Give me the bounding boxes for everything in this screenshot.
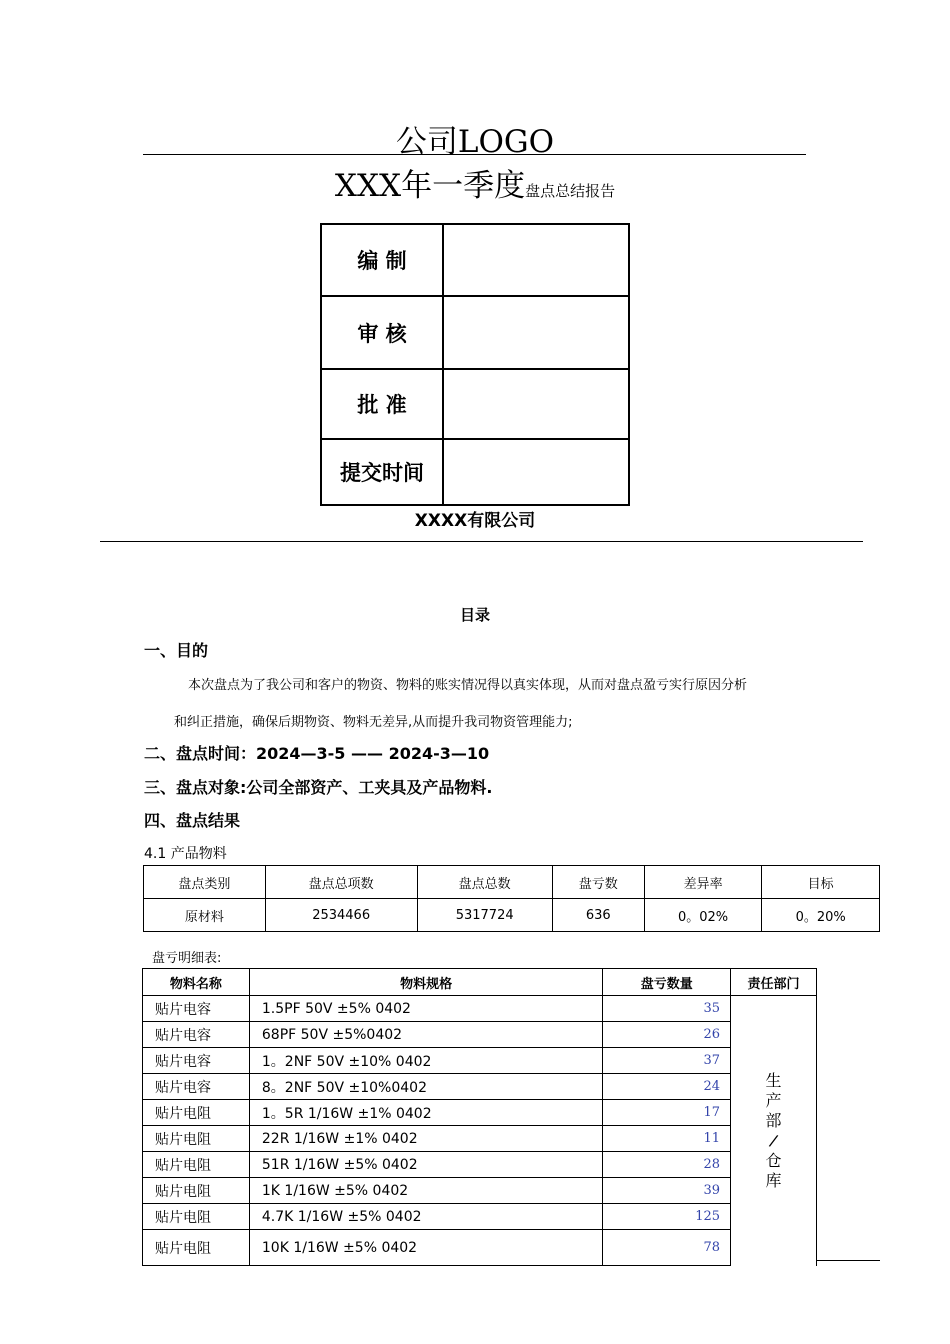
report-title-sub: 盘点总结报告 xyxy=(525,182,616,200)
material-name: 贴片电阻 xyxy=(143,1204,250,1230)
material-spec: 1.5PF 50V ±5% 0402 xyxy=(249,996,602,1022)
department-char: 部 xyxy=(765,1110,782,1130)
detail-row xyxy=(143,1048,817,1074)
detail-row xyxy=(143,1152,817,1178)
loss-detail-table xyxy=(142,968,817,1266)
summary-cell: 636 xyxy=(552,899,644,932)
detail-header-cell: 责任部门 xyxy=(731,969,817,996)
summary-data-row xyxy=(144,899,880,932)
department-char: / xyxy=(767,1130,780,1151)
summary-cell: 0。20% xyxy=(762,899,880,932)
approval-label: 编 制 xyxy=(321,224,443,296)
summary-header-cell: 盘亏数 xyxy=(552,866,644,899)
department-char: 生 xyxy=(765,1070,782,1090)
summary-cell: 原材料 xyxy=(144,899,266,932)
summary-header-cell: 差异率 xyxy=(644,866,762,899)
detail-row xyxy=(143,1126,817,1152)
material-name: 贴片电容 xyxy=(143,1048,250,1074)
material-spec: 22R 1/16W ±1% 0402 xyxy=(249,1126,602,1152)
company-logo-text: 公司LOGO xyxy=(395,124,555,160)
detail-row xyxy=(143,1230,817,1266)
material-name: 贴片电阻 xyxy=(143,1126,250,1152)
material-name: 贴片电阻 xyxy=(143,1152,250,1178)
summary-header-cell: 盘点类别 xyxy=(144,866,266,899)
cover-divider xyxy=(100,541,863,542)
detail-header-cell: 盘亏数量 xyxy=(603,969,731,996)
report-title xyxy=(0,160,950,205)
summary-cell: 0。02% xyxy=(644,899,762,932)
department-char: 库 xyxy=(765,1170,782,1190)
responsible-department-text xyxy=(731,1071,816,1191)
detail-header-cell: 物料规格 xyxy=(249,969,602,996)
material-spec: 1K 1/16W ±5% 0402 xyxy=(249,1178,602,1204)
summary-header-cell: 目标 xyxy=(762,866,880,899)
section-result-title: 四、盘点结果 xyxy=(144,811,241,830)
detail-table-caption: 盘亏明细表: xyxy=(152,951,222,966)
section-purpose-title: 一、目的 xyxy=(144,641,209,660)
material-name: 贴片电阻 xyxy=(143,1230,250,1266)
loss-quantity: 11 xyxy=(603,1126,731,1152)
company-name: XXXX有限公司 xyxy=(414,511,536,531)
approval-value xyxy=(443,296,629,369)
responsible-department xyxy=(731,996,817,1266)
approval-label: 提交时间 xyxy=(321,439,443,505)
approval-value xyxy=(443,369,629,439)
approval-label: 批 准 xyxy=(321,369,443,439)
purpose-paragraph-line1: 本次盘点为了我公司和客户的物资、物料的账实情况得以真实体现，从而对盘点盈亏实行原因分析 xyxy=(188,678,748,693)
summary-header-cell: 盘点总项数 xyxy=(265,866,417,899)
detail-header-cell: 物料名称 xyxy=(143,969,250,996)
loss-quantity: 35 xyxy=(603,996,731,1022)
report-title-main: XXX年一季度 xyxy=(334,168,526,204)
loss-quantity: 26 xyxy=(603,1022,731,1048)
material-spec: 8。2NF 50V ±10%0402 xyxy=(249,1074,602,1100)
material-name: 贴片电容 xyxy=(143,1074,250,1100)
detail-row xyxy=(143,1178,817,1204)
detail-row xyxy=(143,1204,817,1230)
section-time-title: 二、盘点时间：2024—3-5 —— 2024-3—10 xyxy=(144,744,490,763)
purpose-paragraph-line2: 和纠正措施，确保后期物资、物料无差异,从而提升我司物资管理能力; xyxy=(174,715,573,730)
summary-header-row xyxy=(144,866,880,899)
detail-row xyxy=(143,1022,817,1048)
material-spec: 1。5R 1/16W ±1% 0402 xyxy=(249,1100,602,1126)
material-name: 贴片电阻 xyxy=(143,1178,250,1204)
material-name: 贴片电容 xyxy=(143,1022,250,1048)
approval-table xyxy=(320,223,630,506)
summary-header-cell: 盘点总数 xyxy=(417,866,552,899)
material-spec: 4.7K 1/16W ±5% 0402 xyxy=(249,1204,602,1230)
summary-cell: 2534466 xyxy=(265,899,417,932)
table-end-rule xyxy=(817,1260,880,1261)
material-spec: 51R 1/16W ±5% 0402 xyxy=(249,1152,602,1178)
detail-header-row xyxy=(143,969,817,996)
detail-row xyxy=(143,1074,817,1100)
department-char: 仓 xyxy=(765,1150,782,1170)
loss-quantity: 24 xyxy=(603,1074,731,1100)
header-divider xyxy=(143,154,806,155)
material-spec: 68PF 50V ±5%0402 xyxy=(249,1022,602,1048)
material-name: 贴片电容 xyxy=(143,996,250,1022)
loss-quantity: 28 xyxy=(603,1152,731,1178)
approval-value xyxy=(443,224,629,296)
loss-quantity: 39 xyxy=(603,1178,731,1204)
department-char: 产 xyxy=(765,1090,782,1110)
material-name: 贴片电阻 xyxy=(143,1100,250,1126)
section-scope-title: 三、盘点对象:公司全部资产、工夹具及产品物料. xyxy=(144,778,493,797)
toc-title: 目录 xyxy=(459,606,490,624)
approval-label: 审 核 xyxy=(321,296,443,369)
subsection-products-title: 4.1 产品物料 xyxy=(144,846,227,862)
loss-quantity: 17 xyxy=(603,1100,731,1126)
summary-cell: 5317724 xyxy=(417,899,552,932)
loss-quantity: 78 xyxy=(603,1230,731,1266)
summary-result-table xyxy=(143,865,880,932)
material-spec: 1。2NF 50V ±10% 0402 xyxy=(249,1048,602,1074)
detail-row xyxy=(143,996,817,1022)
loss-quantity: 37 xyxy=(603,1048,731,1074)
approval-value xyxy=(443,439,629,505)
loss-quantity: 125 xyxy=(603,1204,731,1230)
detail-row xyxy=(143,1100,817,1126)
material-spec: 10K 1/16W ±5% 0402 xyxy=(249,1230,602,1266)
